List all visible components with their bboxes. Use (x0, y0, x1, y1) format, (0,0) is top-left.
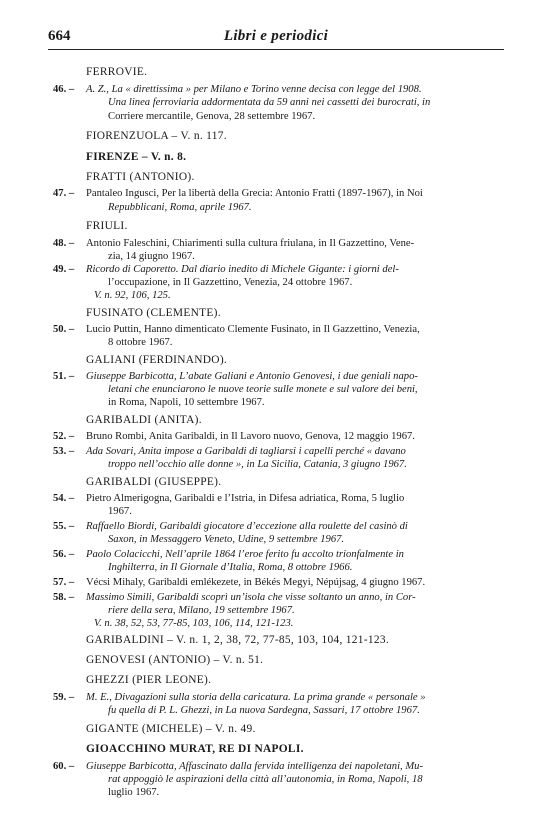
entry-continuation: Una linea ferroviaria addormentata da 59 anni nei cassetti dei burocrati, in (108, 97, 431, 108)
entry-line: Raffaello Biordi, Garibaldi giocatore d’eccezione alla roulette del casinò di (86, 521, 408, 532)
entry-continuation: fu quella di P. L. Ghezzi, in La nuova Sardegna, Sassari, 17 ottobre 1967. (108, 705, 420, 716)
entry-continuation: Corriere mercantile, Genova, 28 settembre 1967. (108, 111, 316, 122)
entry-line: Vécsi Mihaly, Garibaldi emlékezete, in Békés Megyi, Népújsag, 4 giugno 1967. (86, 577, 426, 588)
entry-line: Ricordo di Caporetto. Dal diario inedito di Michele Gigante: i giorni del- (86, 264, 399, 275)
section-heading: FIORENZUOLA – V. n. 117. (86, 130, 227, 142)
section-heading: GALIANI (FERDINANDO). (86, 354, 228, 366)
entry-number: 60. – (53, 761, 75, 772)
entry-number: 58. – (53, 592, 75, 603)
entry-number: 59. – (53, 692, 75, 703)
entry-line: Pantaleo Ingusci, Per la libertà della Grecia: Antonio Fratti (1897-1967), in Noi (86, 188, 423, 199)
entry-continuation: troppo nell’occhio alle donne », in La Sicilia, Catania, 3 giugno 1967. (108, 459, 407, 470)
entry-number: 48. – (53, 238, 75, 249)
entry-continuation: zia, 14 giugno 1967. (108, 251, 195, 262)
entry-continuation: Inghilterra, in Il Giornale d’Italia, Roma, 8 ottobre 1966. (108, 562, 353, 573)
entry-line: Paolo Colacicchi, Nell’aprile 1864 l’eroe ferito fu accolto trionfalmente in (86, 549, 404, 560)
entry-line: Antonio Faleschini, Chiarimenti sulla cultura friulana, in Il Gazzettino, Vene- (86, 238, 415, 249)
entry-line: Massimo Simili, Garibaldi scoprì un’isola che visse soltanto un anno, in Cor- (86, 592, 416, 603)
entry-continuation: 1967. (108, 506, 132, 517)
entry-number: 52. – (53, 431, 75, 442)
entry-continuation: letani che enunciarono le nuove teorie sulle monete e sul valore dei beni, (108, 384, 418, 395)
entry-number: 53. – (53, 446, 75, 457)
entry-number: 50. – (53, 324, 75, 335)
entry-continuation: Saxon, in Messaggero Veneto, Udine, 9 settembre 1967. (108, 534, 345, 545)
entry-continuation: in Roma, Napoli, 10 settembre 1967. (108, 397, 265, 408)
entry-continuation: V. n. 92, 106, 125. (94, 290, 171, 301)
entry-line: M. E., Divagazioni sulla storia della caricatura. La prima grande « personale » (86, 692, 426, 703)
section-heading: GHEZZI (PIER LEONE). (86, 674, 212, 686)
entry-continuation: l’occupazione, in Il Gazzettino, Venezia, 24 ottobre 1967. (108, 277, 353, 288)
entry-continuation: Repubblicani, Roma, aprile 1967. (108, 202, 252, 213)
section-heading: FRIULI. (86, 220, 128, 232)
entry-number: 46. – (53, 84, 75, 95)
header-rule (48, 49, 504, 50)
entry-number: 54. – (53, 493, 75, 504)
entry-line: Bruno Rombi, Anita Garibaldi, in Il Lavoro nuovo, Genova, 12 maggio 1967. (86, 431, 415, 442)
entry-line: Giuseppe Barbicotta, L’abate Galiani e Antonio Genovesi, i due geniali napo- (86, 371, 418, 382)
entry-line: Pietro Almerigogna, Garibaldi e l’Istria, in Difesa adriatica, Roma, 5 luglio (86, 493, 405, 504)
section-heading: GIGANTE (MICHELE) – V. n. 49. (86, 723, 256, 735)
entry-number: 57. – (53, 577, 75, 588)
section-heading: FRATTI (ANTONIO). (86, 171, 195, 183)
entry-continuation: riere della sera, Milano, 19 settembre 1967. (108, 605, 295, 616)
page-header (48, 28, 504, 50)
entry-continuation: luglio 1967. (108, 787, 160, 798)
section-heading: FUSINATO (CLEMENTE). (86, 307, 221, 319)
entry-number: 55. – (53, 521, 75, 532)
section-heading: GENOVESI (ANTONIO) – V. n. 51. (86, 654, 264, 666)
page-number: 664 (48, 28, 71, 44)
entry-line: Giuseppe Barbicotta, Affascinato dalla fervida intelligenza dei napoletani, Mu- (86, 761, 423, 772)
entry-line: A. Z., La « direttissima » per Milano e Torino venne decisa con legge del 1908. (86, 84, 422, 95)
section-heading: FIRENZE – V. n. 8. (86, 151, 187, 163)
entry-number: 51. – (53, 371, 75, 382)
section-heading: FERROVIE. (86, 66, 148, 78)
entry-number: 49. – (53, 264, 75, 275)
entry-number: 56. – (53, 549, 75, 560)
entry-continuation: rat appoggiò le aspirazioni della città all’autonomia, in Roma, Napoli, 18 (108, 774, 423, 785)
entry-continuation: V. n. 38, 52, 53, 77-85, 103, 106, 114, 121-123. (94, 618, 294, 629)
section-heading: GIOACCHINO MURAT, RE DI NAPOLI. (86, 743, 304, 755)
section-heading: GARIBALDINI – V. n. 1, 2, 38, 72, 77-85, 103, 104, 121-123. (86, 634, 389, 646)
entry-line: Ada Sovari, Anita impose a Garibaldi di tagliarsi i capelli perché « davano (86, 446, 406, 457)
entry-number: 47. – (53, 188, 75, 199)
entry-line: Lucio Puttin, Hanno dimenticato Clemente Fusinato, in Il Gazzettino, Venezia, (86, 324, 420, 335)
section-heading: GARIBALDI (GIUSEPPE). (86, 476, 222, 488)
running-title: Libri e periodici (223, 28, 329, 44)
entry-continuation: 8 ottobre 1967. (108, 337, 173, 348)
section-heading: GARIBALDI (ANITA). (86, 414, 202, 426)
